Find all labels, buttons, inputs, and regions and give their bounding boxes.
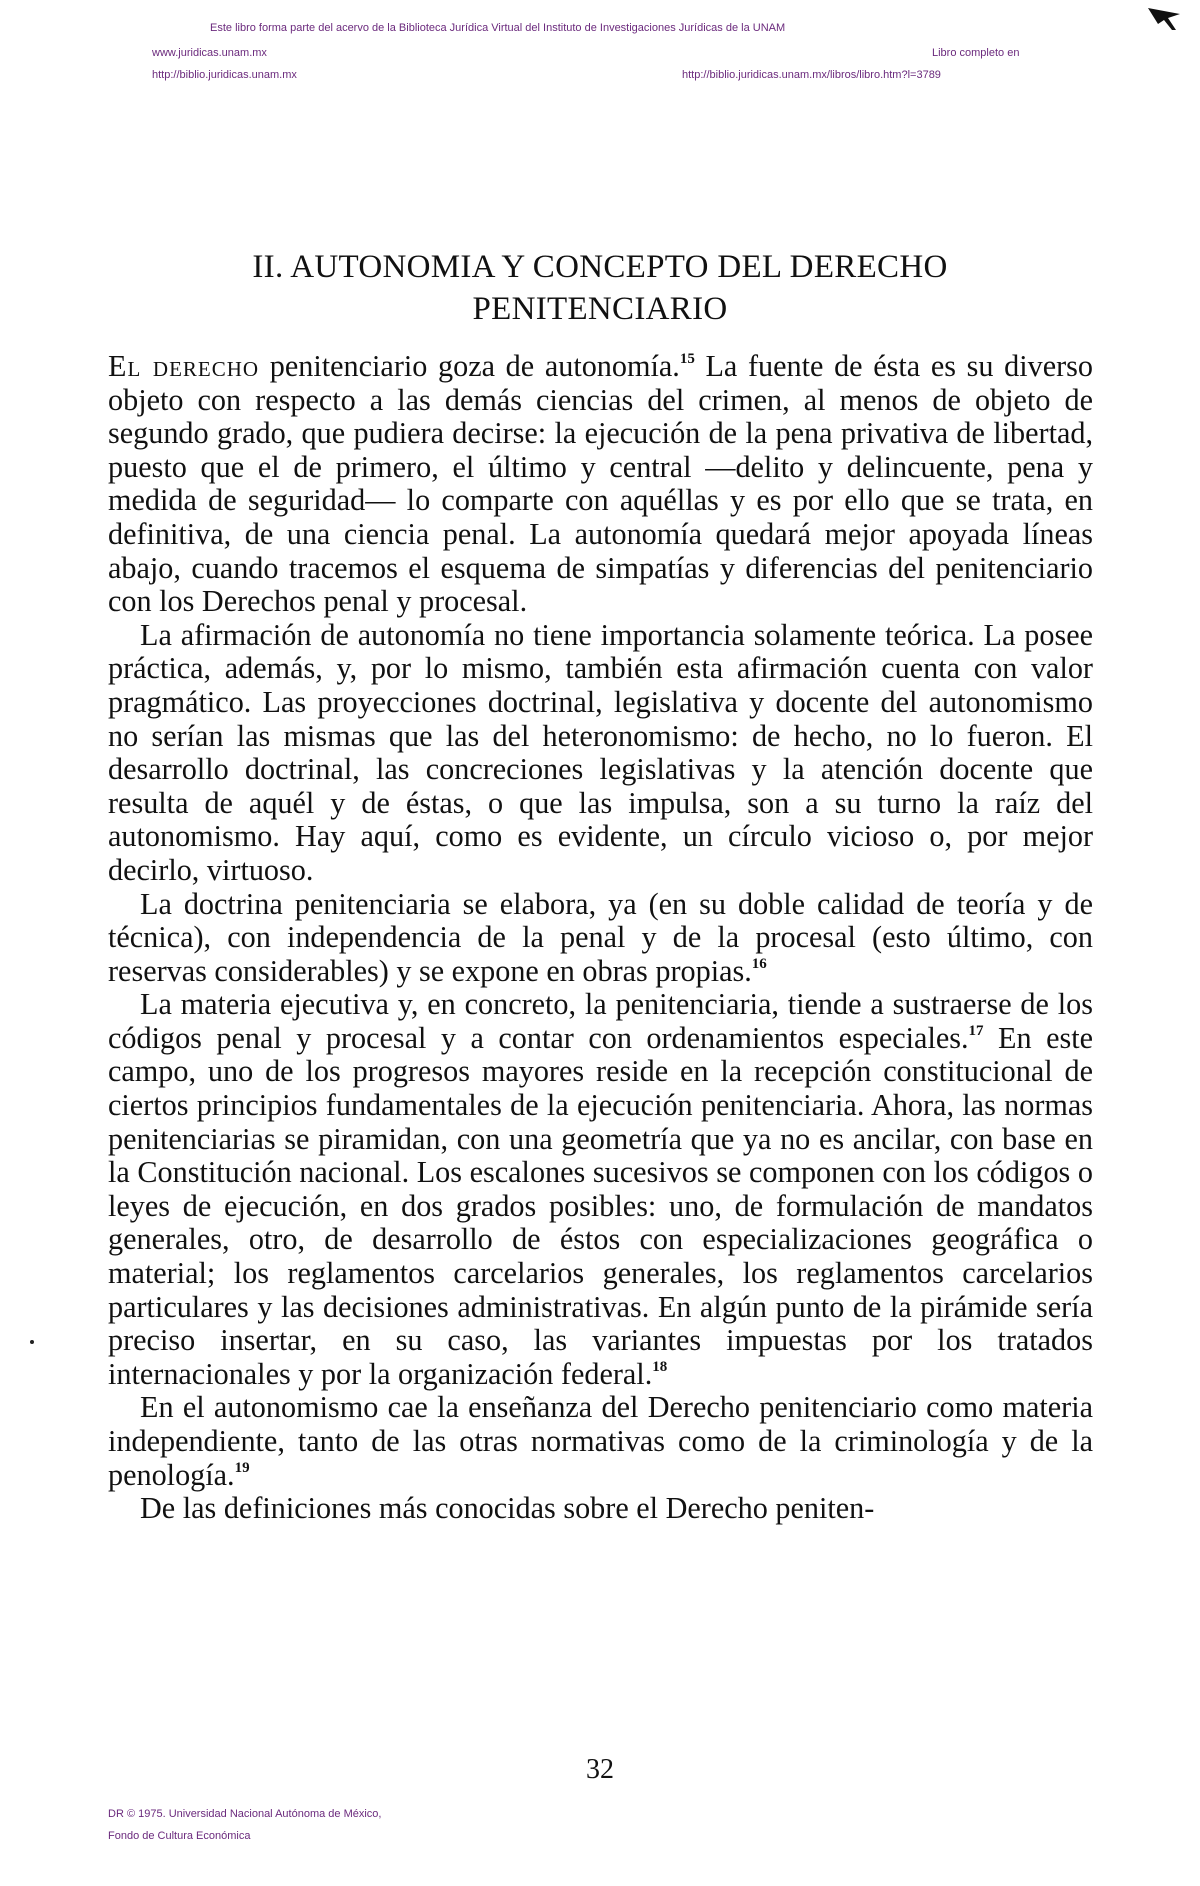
paragraph-3 — [108, 888, 1093, 989]
header-library-link[interactable]: http://biblio.juridicas.unam.mx — [152, 69, 297, 81]
footer-copyright-line2: Fondo de Cultura Económica — [108, 1830, 251, 1842]
header-notice: Este libro forma parte del acervo de la Biblioteca Jurídica Virtual del Instituto de Investigaciones Jurídicas de la UNAM — [210, 22, 786, 34]
header-site-link[interactable]: www.juridicas.unam.mx — [152, 47, 267, 59]
footnote-ref-18[interactable]: 18 — [652, 1358, 668, 1375]
chapter-title — [110, 246, 1090, 330]
paragraph-4 — [108, 988, 1093, 1391]
paragraph-4-text-a: La materia ejecutiva y, en concreto, la penitenciaria, tiende a sustraerse de los códigos penal y procesal y a contar con ordenamientos especiales. — [108, 987, 1093, 1055]
paragraph-5 — [108, 1391, 1093, 1492]
paragraph-5-text: En el autonomismo cae la enseñanza del Derecho penitenciario como materia independiente, tanto de las otras normativas como de la criminología y de la penología. — [108, 1390, 1093, 1492]
page-number: 32 — [586, 1754, 614, 1785]
paragraph-2: La afirmación de autonomía no tiene importancia solamente teórica. La posee práctica, además, y, por lo mismo, también esta afirmación cuenta con valor pragmático. Las proyecciones doctrinal, legislativa y docente del autonomismo no serían las mismas que las del heteronomismo: de hecho, no lo fueron. El desarrollo doctrinal, las concreciones legislativas y la atención docente que resulta de aquél y de éstas, o que las impulsa, son a su turno la raíz del autonomismo. Hay aquí, como es evidente, un círculo vicioso o, por mejor decirlo, virtuoso. — [108, 617, 1093, 887]
full-book-link[interactable]: http://biblio.juridicas.unam.mx/libros/libro.htm?l=3789 — [682, 69, 941, 81]
margin-dot — [30, 1340, 34, 1344]
lead-in: El derecho — [108, 349, 260, 383]
body-text — [108, 350, 1093, 1526]
chapter-title-line1: II. AUTONOMIA Y CONCEPTO DEL DERECHO — [252, 249, 948, 285]
footnote-ref-17[interactable]: 17 — [968, 1022, 984, 1039]
paragraph-1-text-b: La fuente de ésta es su diverso objeto con respecto a las demás ciencias del crimen, al menos de objeto de segundo grado, que pudiera decirse: la ejecución de la pena privativa de libertad, puesto que el de primero, el último y central —delito y delincuente, pena y medida de seguridad— lo comparte con aquéllas y es por ello que se trata, en definitiva, de una ciencia penal. La autonomía quedará mejor apoyada líneas abajo, cuando tracemos el esquema de simpatías y diferencias del penitenciario con los Derechos penal y procesal. — [108, 349, 1094, 619]
paragraph-1-text-a: penitenciario goza de autonomía. — [269, 349, 680, 383]
paragraph-1 — [108, 350, 1093, 619]
page-corner-arrow-icon — [1148, 8, 1180, 30]
footnote-ref-15[interactable]: 15 — [679, 351, 695, 367]
full-book-label: Libro completo en — [932, 47, 1020, 59]
footer-copyright-line1: DR © 1975. Universidad Nacional Autónoma de México, — [108, 1808, 382, 1820]
footnote-ref-16[interactable]: 16 — [751, 955, 767, 972]
paragraph-3-text: La doctrina penitenciaria se elabora, ya (en su doble calidad de teoría y de técnica), con independencia de la penal y de la procesal (esto último, con reservas considerables) y se expone en obras propias. — [108, 886, 1093, 988]
footnote-ref-19[interactable]: 19 — [234, 1459, 250, 1476]
paragraph-6: De las definiciones más conocidas sobre el Derecho peniten- — [140, 1491, 875, 1526]
paragraph-4-text-b: En este campo, uno de los progresos mayores reside en la recepción constitucional de ciertos principios fundamentales de la ejecución penitenciaria. Ahora, las normas penitenciarias se piramidan, con una geometría que ya no es ancilar, con base en la Constitución nacional. Los escalones sucesivos se componen con los códigos o leyes de ejecución, en dos grados posibles: uno, de formulación de mandatos generales, otro, de desarrollo de éstos con especializaciones geográfica o material; los reglamentos carcelarios generales, los reglamentos carcelarios particulares y las decisiones administrativas. En algún punto de la pirámide sería preciso insertar, en su caso, las variantes impuestas por los tratados internacionales y por la organización federal. — [108, 1020, 1094, 1391]
chapter-title-line2: PENITENCIARIO — [472, 291, 728, 327]
